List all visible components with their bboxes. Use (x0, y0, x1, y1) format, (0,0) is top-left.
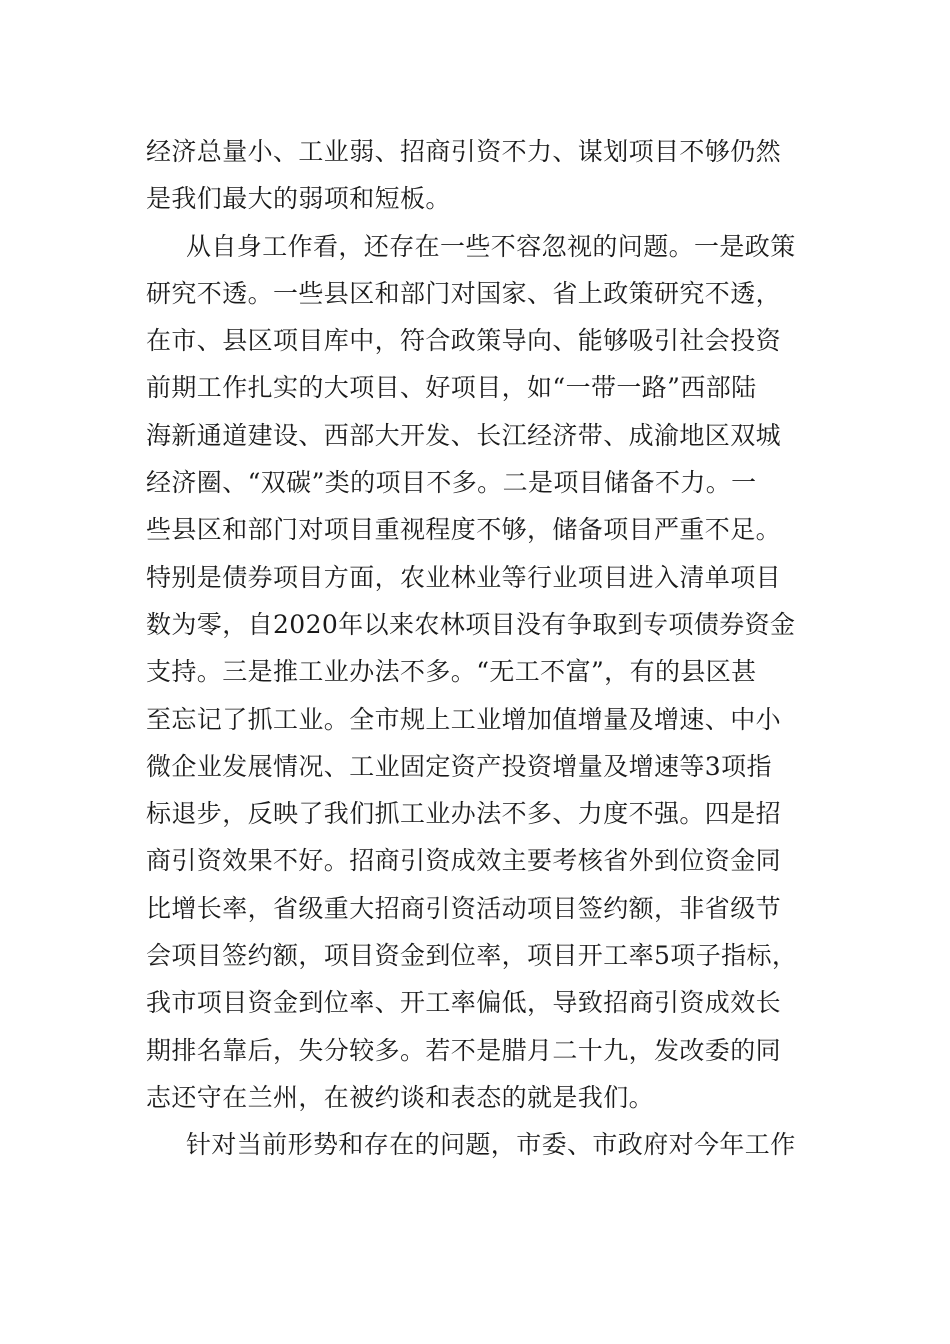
text-line: 我市项目资金到位率、开工率偏低，导致招商引资成效长 (146, 988, 782, 1018)
text-line: 些县区和部门对项目重视程度不够，储备项目严重不足。 (146, 515, 782, 545)
body-text (146, 128, 846, 1169)
text-line: 标退步，反映了我们抓工业办法不多、力度不强。四是招 (146, 799, 782, 829)
text-line: 数为零，自2020年以来农林项目没有争取到专项债券资金 (146, 609, 796, 639)
text-line: 支持。三是推工业办法不多。“无工不富”，有的县区甚 (146, 657, 757, 687)
text-line: 在市、县区项目库中，符合政策导向、能够吸引社会投资 (146, 326, 782, 356)
text-line: 商引资效果不好。招商引资成效主要考核省外到位资金同 (146, 846, 782, 876)
text-line: 志还守在兰州，在被约谈和表态的就是我们。 (146, 1082, 655, 1112)
text-line: 经济总量小、工业弱、招商引资不力、谋划项目不够仍然 (146, 137, 782, 166)
text-line: 前期工作扎实的大项目、好项目，如“一带一路”西部陆 (146, 373, 757, 403)
text-line: 经济圈、“双碳”类的项目不多。二是项目储备不力。一 (146, 468, 757, 498)
text-line: 研究不透。一些县区和部门对国家、省上政策研究不透， (146, 278, 782, 308)
text-line: 海新通道建设、西部大开发、长江经济带、成渝地区双城 (146, 420, 782, 450)
text-line: 是我们最大的弱项和短板。 (146, 184, 451, 214)
paragraph-start-line: 从自身工作看，还存在一些不容忽视的问题。一是政策 (186, 231, 796, 261)
text-line: 比增长率，省级重大招商引资活动项目签约额，非省级节 (146, 893, 782, 923)
text-line: 会项目签约额，项目资金到位率，项目开工率5项子指标， (146, 941, 798, 971)
text-line: 微企业发展情况、工业固定资产投资增量及增速等3项指 (146, 751, 772, 781)
text-line: 特别是债券项目方面，农业林业等行业项目进入清单项目 (146, 562, 782, 592)
paragraph-start-line: 针对当前形势和存在的问题，市委、市政府对今年工作 (186, 1130, 796, 1160)
text-line: 期排名靠后，失分较多。若不是腊月二十九，发改委的同 (146, 1035, 782, 1065)
text-line: 至忘记了抓工业。全市规上工业增加值增量及增速、中小 (146, 704, 782, 734)
